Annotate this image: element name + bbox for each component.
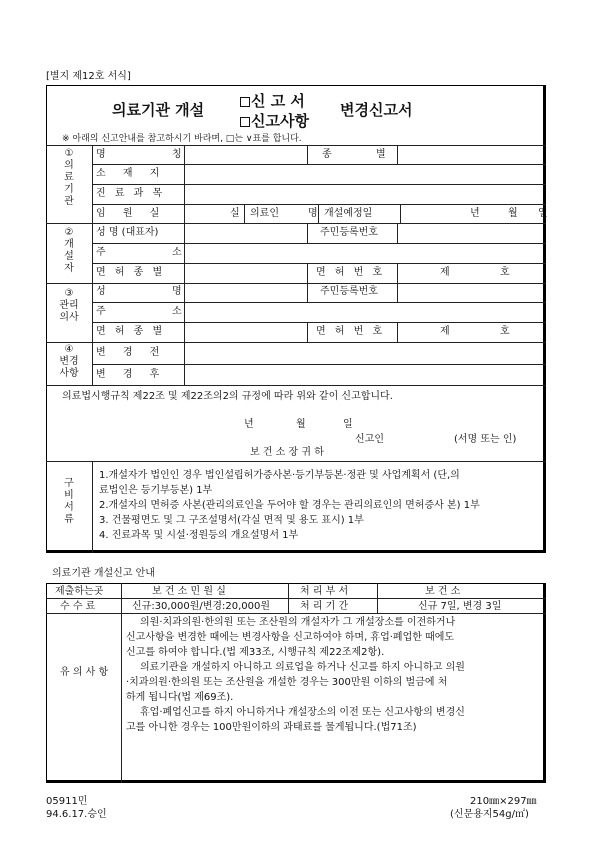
departments-field[interactable] bbox=[185, 185, 544, 203]
doc-item-1b: 료법인은 등기부등본) 1부 bbox=[99, 485, 213, 496]
title-right: 변경신고서 bbox=[340, 101, 413, 119]
manager-rrn-field[interactable] bbox=[398, 284, 544, 301]
footer-size: 210㎜×297㎜ bbox=[470, 796, 537, 807]
footer-paper: (신문용지54g/㎡) bbox=[450, 809, 529, 820]
label-after-change: 변 경 후 bbox=[96, 369, 167, 380]
manager-license-type-field[interactable] bbox=[185, 323, 306, 341]
label-doctors: 의료인 bbox=[250, 208, 279, 219]
title-left: 의료기관 개설 bbox=[112, 101, 205, 119]
checkbox-report[interactable] bbox=[240, 97, 250, 107]
label-staff: 임 원 실 bbox=[96, 208, 167, 219]
label-month: 월 bbox=[508, 208, 518, 219]
label-people-unit: 명 bbox=[308, 208, 318, 219]
label-manager-name-2: 명 bbox=[172, 286, 182, 297]
label-manager-addr-2: 소 bbox=[172, 306, 182, 317]
label-manager-license-type: 면 허 종 별 bbox=[96, 326, 166, 337]
guide-note-2: 신고사항을 변경한 때에는 변경사항을 신고하여야 하며, 휴업·폐업한 때에도 bbox=[126, 632, 455, 643]
guide-fee-label: 수 수 료 bbox=[60, 601, 96, 612]
label-founder-name: 성 명 (대표자) bbox=[96, 227, 159, 238]
doc-item-1: 1.개설자가 법인인 경우 법인설립허가증사본·등기부등본·정관 및 사업계획서 (단,의 bbox=[99, 470, 460, 481]
label-manager-addr: 주 bbox=[96, 306, 106, 317]
label-name-2: 칭 bbox=[172, 149, 182, 160]
institution-address-field[interactable] bbox=[185, 165, 544, 183]
title-option-2[interactable]: 신고사항 bbox=[240, 112, 309, 130]
section-1-label: ① 의 료 기 관 bbox=[64, 148, 74, 207]
guide-note-7: 휴업·폐업신고를 하지 아니하거나 개설장소의 이전 또는 신고사항의 변경신 bbox=[140, 707, 465, 718]
label-day: 일 bbox=[538, 208, 548, 219]
doc-item-2: 2.개설자의 면허증 사본(관리의료인을 두어야 할 경우는 관리의료인의 면허증사 본) 1부 bbox=[99, 500, 480, 511]
section-3-label: ③ 관리 의사 bbox=[59, 288, 79, 323]
form-number: [별지 제12호 서식] bbox=[46, 71, 131, 82]
decl-day: 일 bbox=[343, 419, 353, 430]
label-manager-rrn: 주민등록번호 bbox=[320, 286, 378, 297]
institution-name-field[interactable] bbox=[185, 146, 306, 163]
guide-note-8: 고를 아니한 경우는 100만원이하의 과태료를 물게됩니다.(법71조) bbox=[126, 722, 417, 733]
guide-note-1: 의원·치과의원·한의원 또는 조산원의 개설자가 그 개설장소를 이전하거나 bbox=[140, 617, 456, 628]
recipient-text: 보 건 소 장 귀 하 bbox=[250, 447, 324, 458]
title-option-1[interactable]: 신 고 서 bbox=[240, 92, 305, 110]
label-opening-date: 개설예정일 bbox=[324, 208, 373, 219]
guide-submit-value: 보 건 소 민 원 실 bbox=[152, 586, 226, 597]
label-founder-license-no: 면 허 번 호 bbox=[316, 267, 386, 278]
label-before-change: 변 경 전 bbox=[96, 347, 167, 358]
decl-year: 년 bbox=[244, 419, 254, 430]
label-founder-license-type: 면 허 종 별 bbox=[96, 267, 166, 278]
founder-rrn-field[interactable] bbox=[398, 224, 544, 242]
guide-submit-label: 제출하는곳 bbox=[55, 586, 104, 597]
label-departments: 진 료 과 목 bbox=[96, 188, 166, 199]
instruction-text: ※ 아래의 신고안내를 참고하시기 바라며, □는 ∨표를 합니다. bbox=[62, 134, 302, 144]
label-ho: 호 bbox=[500, 267, 510, 278]
label-year: 년 bbox=[470, 208, 480, 219]
founder-license-type-field[interactable] bbox=[185, 264, 306, 282]
guide-fee-value: 신규:30,000원/변경:20,000원 bbox=[132, 601, 271, 612]
before-change-field[interactable] bbox=[185, 343, 544, 363]
label-type: 종 bbox=[322, 149, 332, 160]
label-je-2: 제 bbox=[440, 326, 450, 337]
founder-name-field[interactable] bbox=[185, 224, 306, 242]
label-founder-addr-2: 소 bbox=[172, 247, 182, 258]
section-2-label: ② 개 설 자 bbox=[64, 227, 74, 274]
label-founder-rrn: 주민등록번호 bbox=[320, 227, 378, 238]
label-je: 제 bbox=[440, 267, 450, 278]
applicant-label: 신고인 bbox=[355, 434, 384, 445]
label-address: 소 재 지 bbox=[96, 168, 167, 179]
guide-dept-value: 보 건 소 bbox=[425, 586, 461, 597]
guide-title: 의료기관 개설신고 안내 bbox=[52, 568, 155, 579]
signature-label: (서명 또는 인) bbox=[454, 434, 517, 445]
declaration-text: 의료법시행규칙 제22조 및 제22조의2의 규정에 따라 위와 같이 신고합니다. bbox=[62, 391, 393, 402]
docs-label: 구 비 서 류 bbox=[64, 478, 74, 525]
section-4-label: ④ 변경 사항 bbox=[59, 344, 79, 379]
applicant-field[interactable] bbox=[390, 430, 450, 446]
guide-note-5: ·치과의원·한의원 또는 조산원을 개설한 경우는 300만원 이하의 벌금에 처 bbox=[126, 677, 448, 688]
footer-approved: 94.6.17.승인 bbox=[46, 809, 107, 820]
doc-item-3: 3. 건물평면도 및 그 구조설명서(각실 면적 및 용도 표시) 1부 bbox=[99, 515, 364, 526]
guide-dept-label: 처 리 부 서 bbox=[300, 586, 349, 597]
founder-address-field[interactable] bbox=[185, 244, 544, 262]
manager-address-field[interactable] bbox=[185, 303, 544, 321]
guide-period-label: 처 리 기 간 bbox=[300, 601, 349, 612]
footer-code: 05911민 bbox=[46, 796, 88, 807]
manager-name-field[interactable] bbox=[185, 284, 306, 301]
guide-note-6: 하게 됩니다(법 제69조). bbox=[126, 692, 234, 703]
label-type-2: 별 bbox=[376, 149, 386, 160]
doc-item-4: 4. 진료과목 및 시설·정원등의 개요설명서 1부 bbox=[99, 530, 299, 541]
guide-note-4: 의료기관을 개설하지 아니하고 의료업을 하거나 신고를 하지 아니하고 의원 bbox=[140, 662, 465, 673]
decl-month: 월 bbox=[296, 419, 306, 430]
label-room-unit: 실 bbox=[230, 208, 240, 219]
guide-notes-label: 유 의 사 항 bbox=[60, 667, 109, 678]
checkbox-change[interactable] bbox=[240, 117, 250, 127]
label-manager-name: 성 bbox=[96, 286, 106, 297]
guide-period-value: 신규 7일, 변경 3일 bbox=[418, 601, 502, 612]
label-ho-2: 호 bbox=[500, 326, 510, 337]
after-change-field[interactable] bbox=[185, 365, 544, 384]
institution-type-field[interactable] bbox=[398, 146, 544, 163]
label-founder-addr: 주 bbox=[96, 247, 106, 258]
label-manager-license-no: 면 허 번 호 bbox=[316, 326, 386, 337]
guide-note-3: 신고를 하여야 합니다.(법 제33조, 시행규칙 제22조제2항). bbox=[126, 647, 385, 658]
label-name: 명 bbox=[96, 149, 106, 160]
